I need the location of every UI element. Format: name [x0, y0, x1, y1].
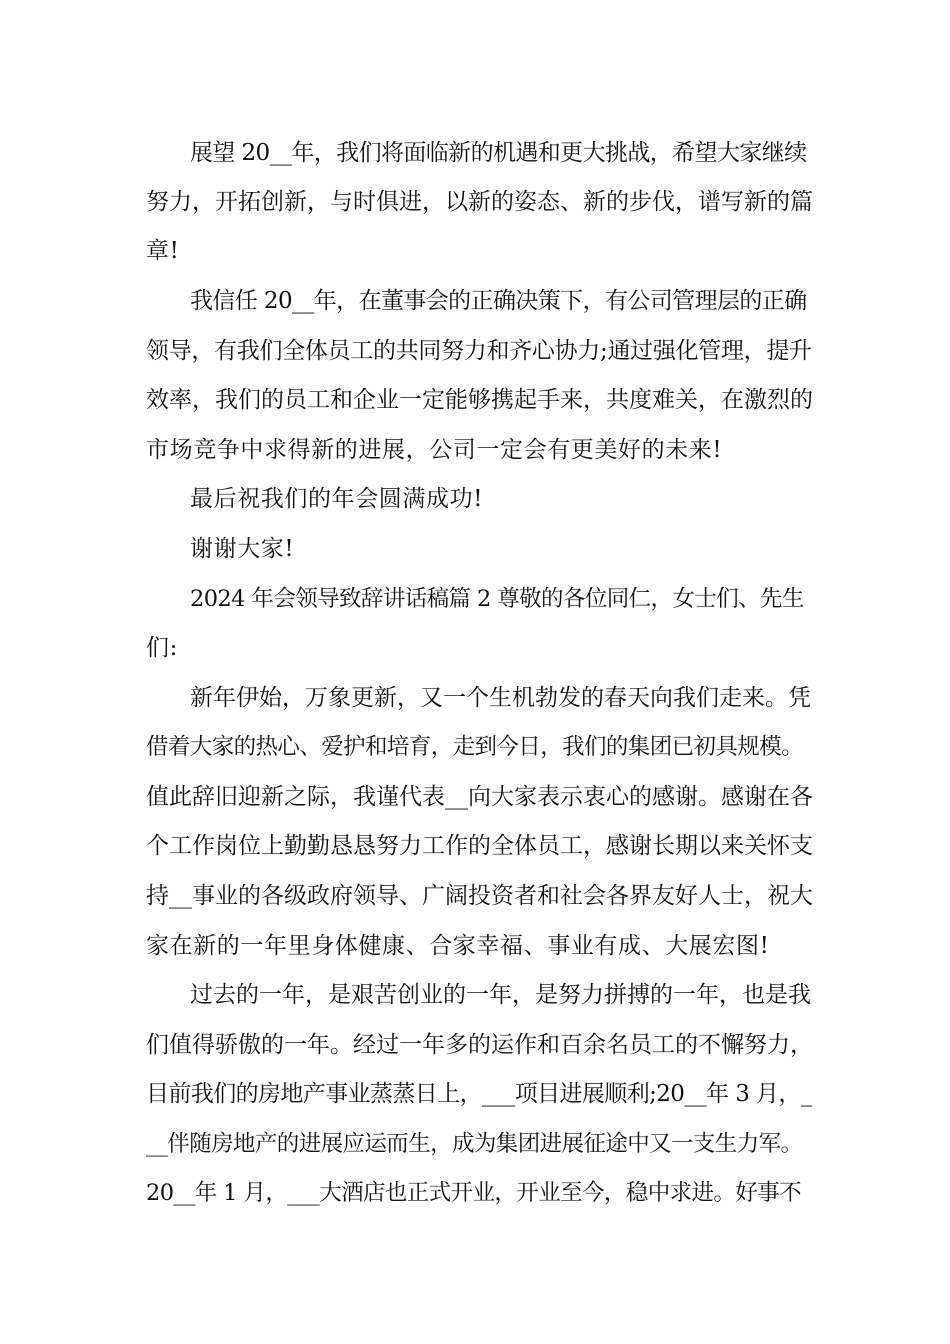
paragraph-line: 20__年 1 月，___大酒店也正式开业，开业至今，稳中求进。好事不	[146, 1180, 802, 1206]
section-heading-line: 2024 年会领导致辞讲话稿篇 2 尊敬的各位同仁，女士们、先生	[190, 586, 804, 612]
paragraph-line: 过去的一年，是艰苦创业的一年，是努力拼搏的一年，也是我	[190, 982, 811, 1008]
paragraph-line: 新年伊始，万象更新，又一个生机勃发的春天向我们走来。凭	[190, 685, 811, 711]
paragraph-line: __伴随房地产的进展应运而生，成为集团进展征途中又一支生力军。	[146, 1131, 803, 1157]
paragraph-line: 领导，有我们全体员工的共同努力和齐心协力;通过强化管理，提升	[146, 338, 812, 364]
paragraph-line: 我信任 20__年，在董事会的正确决策下，有公司管理层的正确	[190, 288, 807, 314]
paragraph-line: 谢谢大家!	[190, 536, 295, 562]
paragraph-line: 们:	[146, 635, 178, 661]
paragraph-line: 值此辞旧迎新之际，我谨代表__向大家表示衷心的感谢。感谢在各	[146, 784, 813, 810]
paragraph-line: 最后祝我们的年会圆满成功!	[190, 486, 484, 512]
paragraph-line: 目前我们的房地产事业蒸蒸日上，___项目进展顺利;20__年 3 月，_	[146, 1081, 812, 1107]
paragraph-line: 持__事业的各级政府领导、广阔投资者和社会各界友好人士，祝大	[146, 883, 813, 909]
paragraph-line: 章!	[146, 238, 180, 264]
paragraph-line: 效率，我们的员工和企业一定能够携起手来，共度难关，在激烈的	[146, 387, 813, 413]
paragraph-line: 市场竞争中求得新的进展，公司一定会有更美好的未来!	[146, 437, 723, 463]
paragraph-line: 们值得骄傲的一年。经过一年多的运作和百余名员工的不懈努力，	[146, 1032, 813, 1058]
paragraph-line: 个工作岗位上勤勤恳恳努力工作的全体员工，感谢长期以来关怀支	[146, 833, 813, 859]
paragraph-line: 借着大家的热心、爱护和培育，走到今日，我们的集团已初具规模。	[146, 734, 804, 760]
paragraph-line: 努力，开拓创新，与时俱进，以新的姿态、新的步伐，谱写新的篇	[146, 189, 813, 215]
paragraph-line: 家在新的一年里身体健康、合家幸福、事业有成、大展宏图!	[146, 933, 770, 959]
paragraph-line: 展望 20__年，我们将面临新的机遇和更大挑战，希望大家继续	[190, 140, 807, 166]
